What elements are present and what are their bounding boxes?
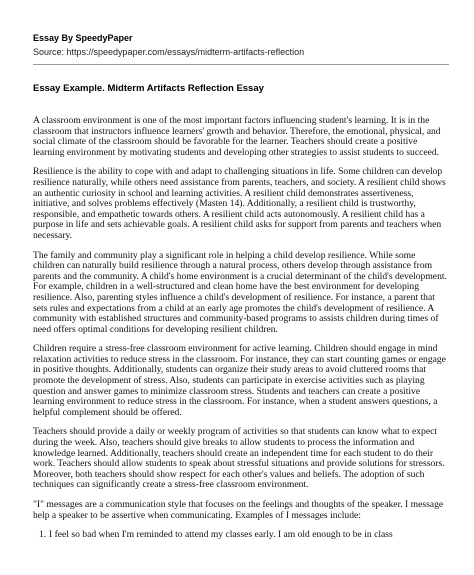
paragraph: A classroom environment is one of the most important factors influencing student's learning. It is in the classroom that instructors influence learners' growth and behavior. Therefore, the emotional, physical, and social climate of the classroom should be favorable for the learner. Teachers should create a positive learning environment by motivating students and developing other strategies to assist students to succeed. xyxy=(33,115,441,158)
document-title: Essay Example. Midterm Artifacts Reflection Essay xyxy=(33,83,264,94)
site-header-title: Essay By SpeedyPaper xyxy=(33,33,133,43)
paragraph: Children require a stress-free classroom environment for active learning. Children should engage in mind relaxation activities to reduce stress in the classroom. For instance, they can start counting games or engage in positive thoughts. Additionally, students can organize their study areas to avoid cluttered rooms that promote the development of stress. Also, students can participate in exercise activities such as playing question and answer games to minimize classroom stress. Students and teachers can create a positive learning environment to reduce stress in the classroom. For instance, when a student answers questions, a helpful complement should be offered. xyxy=(33,343,446,418)
list-item xyxy=(39,529,447,541)
source-line: Source: https://speedypaper.com/essays/midterm-artifacts-reflection xyxy=(33,47,305,57)
paragraph: The family and community play a significant role in helping a child develop resilience. While some children can naturally build resilience through a natural process, others develop through assistance from parents and the community. A child's home environment is a crucial determinant of the child's development. For example, children in a well-structured and clean home have the best environment for developing resilience. Also, parenting styles influence a child's development of resilience. For instance, a parent that sets rules and expectations from a child at an early age promotes the child's development of resilience. A community with established structures and community-based programs to assists children during times of need offers optimal conditions for developing resilient children. xyxy=(33,249,447,335)
paragraph: "I" messages are a communication style that focuses on the feelings and thoughts of the speaker. I message help a speaker to be assertive when communicating. Examples of I messages include: xyxy=(33,499,444,521)
examples-list xyxy=(33,530,447,541)
header-divider xyxy=(33,64,449,65)
paragraph: Teachers should provide a daily or weekly program of activities so that students can know what to expect during the week. Also, teachers should give breaks to allow students to process the information and knowledge learned. Additionally, teachers should create an independent time for each student to do their work. Teachers should allow students to speak about stressful situations and provide solutions for stressors. Moreover, both teachers should show respect for each other's values and beliefs. The adoption of such techniques can significantly create a stress-free classroom environment. xyxy=(33,426,445,491)
paragraph: Resilience is the ability to cope with and adapt to challenging situations in life. Some children can develop resilience naturally, while others need assistance from parents, teachers, and society. A resilient child shows an authentic curiosity in school and learning activities. A resilient child demonstrates assertiveness, initiative, and solves problems effectively (Masten 14). Additionally, a resilient child is trustworthy, responsible, and empathetic towards others. A resilient child acts autonomously. A resilient child has a purpose in life and sets achievable goals. A resilient child asks for support from parents and teachers when necessary. xyxy=(33,166,446,241)
list-item-text: I feel so bad when I'm reminded to attend my classes early. I am old enough to be in class xyxy=(49,529,393,541)
document-body xyxy=(33,116,447,541)
list-item-number: 1. xyxy=(39,529,47,541)
